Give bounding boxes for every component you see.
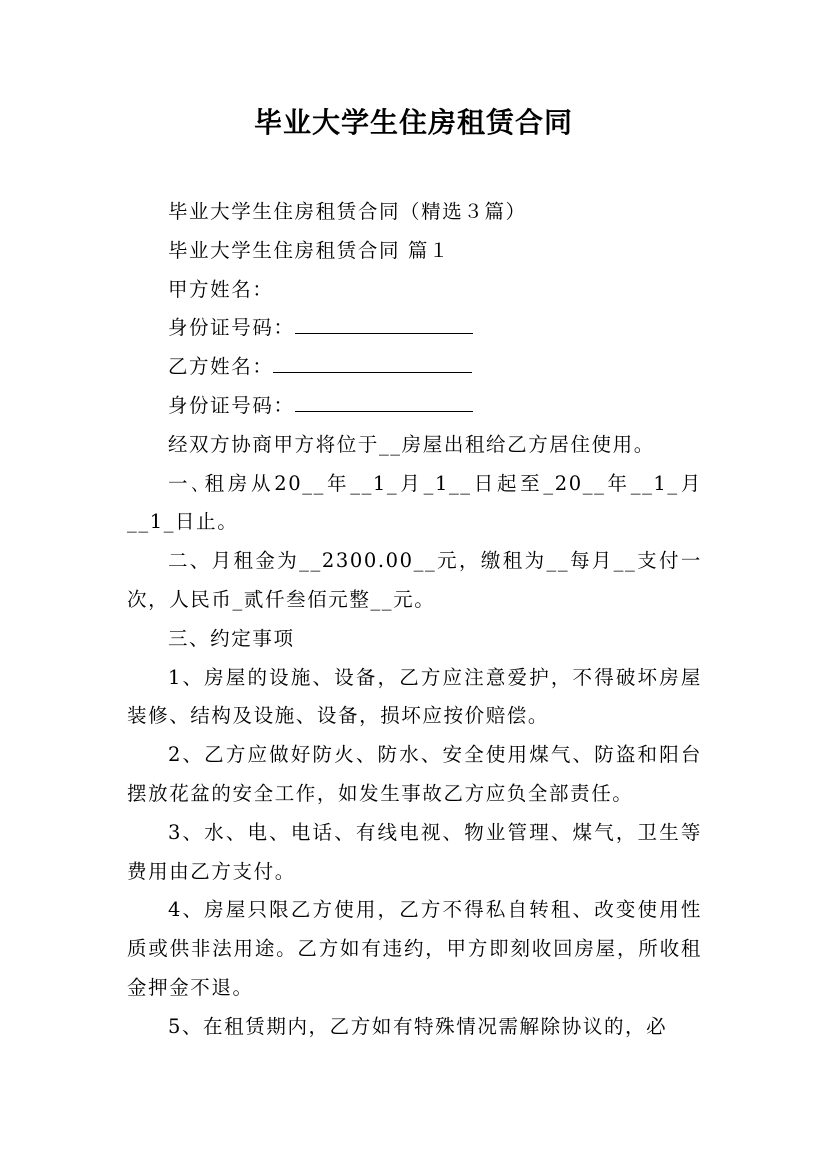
party-b-id-label: 身份证号码： (167, 393, 295, 417)
party-a-id-label: 身份证号码： (167, 316, 295, 340)
clause-2: 二、月租金为__2300.00__元，缴租为__每月__支付一次，人民币_贰仟叁佰元整__元。 (127, 549, 702, 611)
item-1: 1、房屋的设施、设备，乙方应注意爱护，不得破坏房屋装修、结构及设施、设备，损坏应按价赔偿。 (127, 665, 702, 728)
section-heading: 毕业大学生住房租赁合同 篇１ (167, 238, 451, 262)
item-5: 5、在租赁期内，乙方如有特殊情况需解除协议的，必 (167, 1014, 668, 1038)
subtitle-line: 毕业大学生住房租赁合同（精选３篇） (167, 200, 527, 223)
party-b-id-blank (295, 391, 473, 412)
party-a-name-field (127, 271, 702, 310)
party-a-id-field (127, 309, 702, 348)
party-b-id-field (127, 387, 702, 426)
clause-1: 一､租房从20__年__1_月_1__日起至_20__年__1_月__1_日止。 (127, 471, 702, 534)
party-a-id-blank (295, 313, 473, 334)
document-title: 毕业大学生住房租赁合同 (253, 106, 573, 139)
party-b-name-field (127, 348, 702, 387)
item-2: 2、乙方应做好防火、防水、安全使用煤气、防盗和阳台摆放花盆的安全工作，如发生事故乙方应负全部责任。 (127, 743, 702, 805)
party-a-name-label: 甲方姓名： (167, 277, 274, 301)
document-body (127, 193, 702, 1047)
party-b-name-blank (273, 352, 472, 373)
clause-3-heading: 三、约定事项 (167, 626, 295, 650)
intro-paragraph: 经双方协商甲方将位于__房屋出租给乙方居住使用。 (167, 432, 655, 456)
party-b-name-label: 乙方姓名： (167, 355, 274, 379)
item-3: 3、水、电、电话、有线电视、物业管理、煤气，卫生等费用由乙方支付。 (127, 820, 702, 883)
item-4: 4、房屋只限乙方使用，乙方不得私自转租、改变使用性质或供非法用途。乙方如有违约，甲方即刻收回房屋，所收租金押金不退。 (127, 898, 702, 999)
